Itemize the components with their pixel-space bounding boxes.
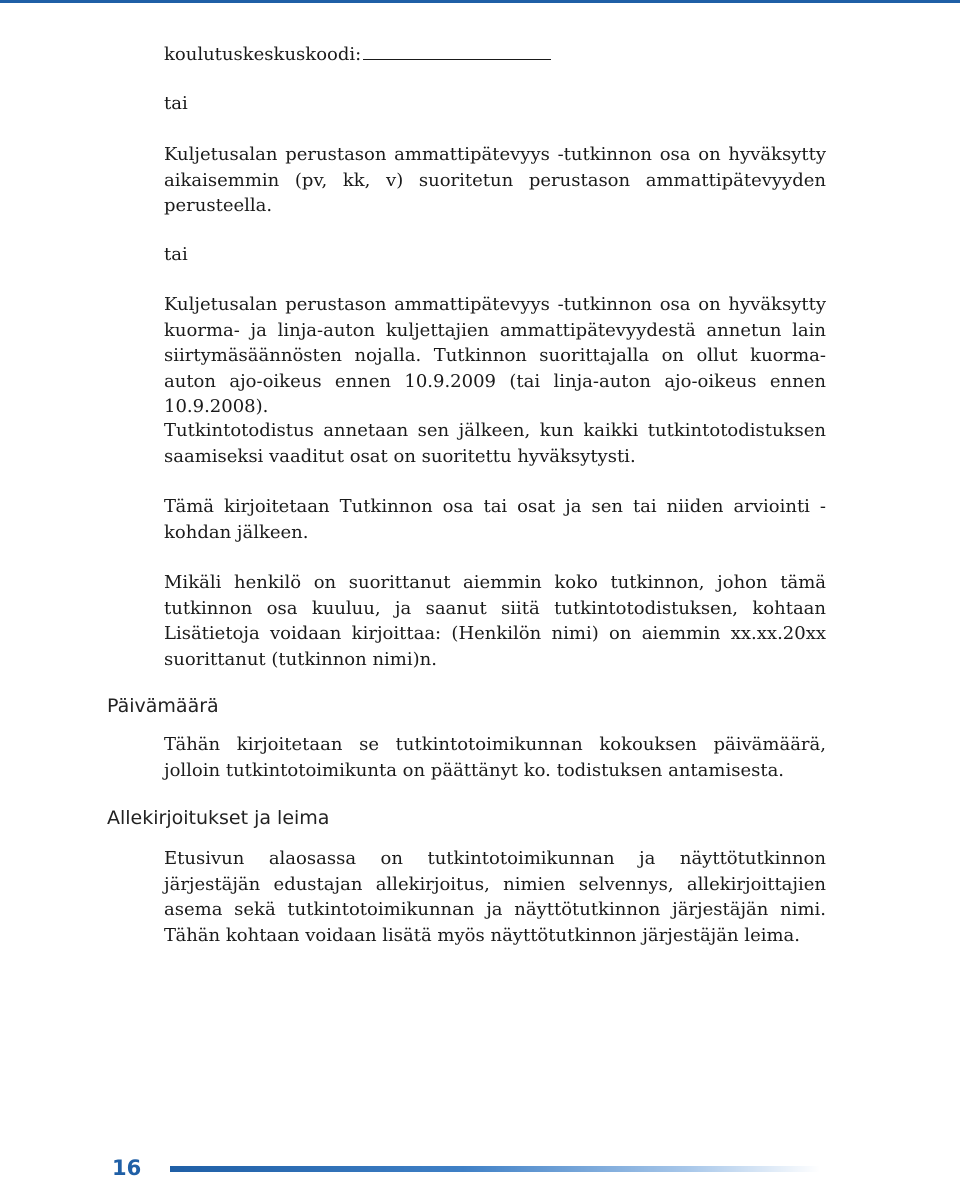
paragraph-date-description: Tähän kirjoitetaan se tutkintotoimikunnan kokouksen päivämäärä, jolloin tutkintotoimikunta on päättänyt ko. todistuksen antamisesta. [164,734,826,781]
page-number: 16 [112,1156,142,1180]
heading-date: Päivämäärä [107,695,219,717]
paragraph-certificate-issued: Tutkintotodistus annetaan sen jälkeen, kun kaikki tutkintotodistuksen saamiseksi vaaditut osat on suoritettu hyväksytysti. [164,420,826,467]
paragraph-previous-degree: Mikäli henkilö on suorittanut aiemmin koko tutkinnon, johon tämä tutkinnon osa kuuluu, ja saanut siitä tutkintotodistuksen, kohtaan Lisätietoja voidaan kirjoittaa: (Henkilön nimi) on aiemmin xx.xx.20xx suorittanut (tutkinnon nimi)n. [164,572,826,670]
code-blank-line [363,41,551,60]
top-rule [0,0,960,3]
paragraph-signatures-description: Etusivun alaosassa on tutkintotoimikunnan ja näyttötutkinnon järjestäjän edustajan allekirjoitus, nimien selvennys, allekirjoittajien asema sekä tutkintotoimikunnan ja näyttötutkinnon järjestäjän nimi. Tähän kohtaan voidaan lisätä myös näyttötutkinnon järjestäjän leima. [164,848,826,946]
paragraph-written-after: Tämä kirjoitetaan Tutkinnon osa tai osat ja sen tai niiden arviointi -kohdan jälkeen. [164,496,826,543]
or-text-1: tai [164,93,188,114]
heading-signatures: Allekirjoitukset ja leima [107,807,330,829]
paragraph-prior-approval: Kuljetusalan perustason ammattipätevyys -tutkinnon osa on hyväksytty aikaisemmin (pv, kk, v) suoritetun perustason ammattipätevyyden perusteella. [164,144,826,216]
footer-gradient-bar [170,1166,820,1172]
code-label: koulutuskeskuskoodi: [164,44,362,65]
or-text-2: tai [164,244,188,265]
training-center-code-line [164,41,551,67]
paragraph-transition-rules: Kuljetusalan perustason ammattipätevyys -tutkinnon osa on hyväksytty kuorma- ja linja-auton kuljettajien ammattipätevyydestä annetun lain siirtymäsäännösten nojalla. Tutkinnon suorittajalla on ollut kuorma-auton ajo-oikeus ennen 10.9.2009 (tai linja-auton ajo-oikeus ennen 10.9.2008). [164,294,826,417]
